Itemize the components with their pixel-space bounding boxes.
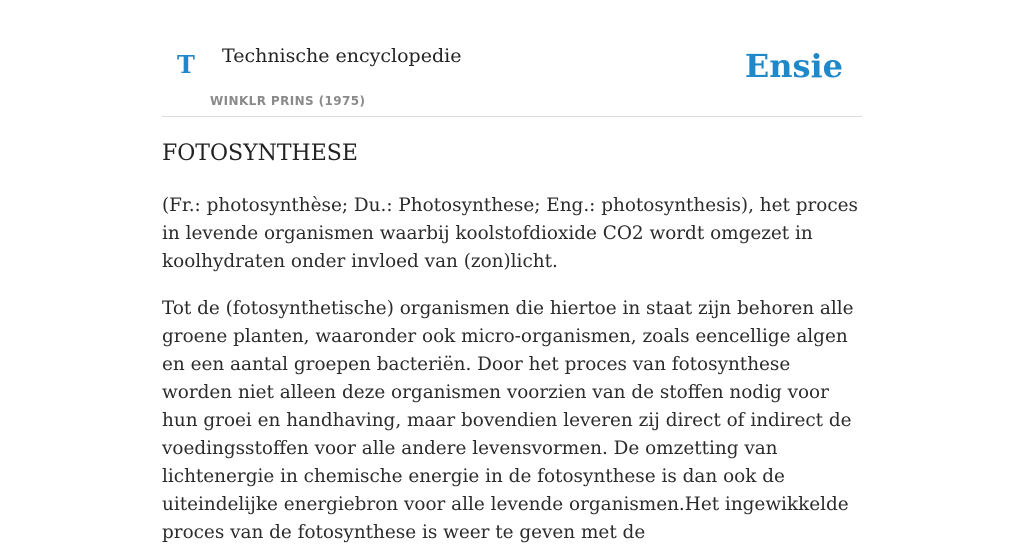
- article-paragraph: Tot de (fotosynthetische) organismen die hiertoe in staat zijn behoren alle groene planten, waaronder ook micro-organismen, zoals eencellige algen en een aantal groepen bacteriën. Door het proces van fotosynthese worden niet alleen deze organismen voorzien van de stoffen nodig voor hun groei en handhaving, maar bovendien leveren zij direct of indirect de voedingsstoffen voor alle andere levensvormen. De omzetting van lichtenergie in chemische energie in de fotosynthese is dan ook de uiteindelijke energiebron voor alle levende organismen.Het ingewikkelde proces van de fotosynthese is weer te geven met de: [162, 298, 854, 543]
- article-paragraph: (Fr.: photosynthèse; Du.: Photosynthese; Eng.: photosynthesis), het proces in levende organismen waarbij koolstofdioxide CO2 wordt omgezet in koolhydraten onder invloed van (zon)licht.: [162, 195, 858, 272]
- ensie-logo-link[interactable]: Ensie: [744, 47, 843, 85]
- book-header: [162, 0, 862, 117]
- book-title-link[interactable]: Technische encyclopedie: [222, 45, 462, 67]
- book-logo-icon[interactable]: T: [177, 50, 195, 79]
- entry-title: FOTOSYNTHESE: [162, 141, 358, 166]
- article: [162, 138, 862, 547]
- book-source-label: WINKLR PRINS (1975): [210, 94, 366, 108]
